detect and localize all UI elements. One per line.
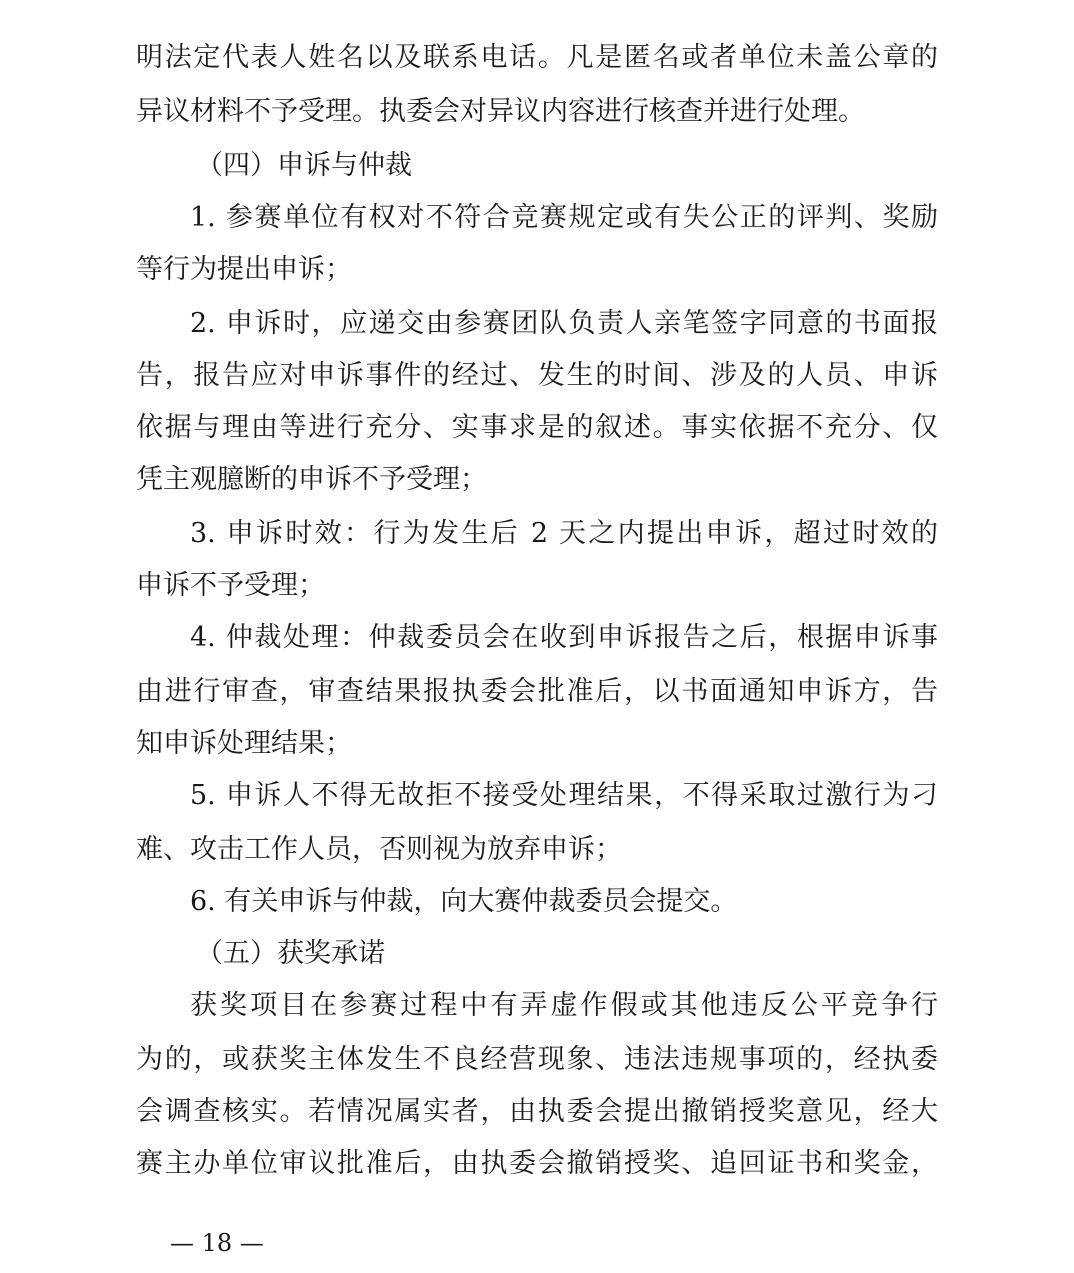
list-item-2: 2. 申诉时，应递交由参赛团队负责人亲笔签字同意的书面报 (190, 308, 938, 339)
section-heading-appeal-arbitration: （四）申诉与仲裁 (196, 150, 412, 181)
list-item-2-continuation: 凭主观臆断的申诉不予受理； (136, 464, 487, 495)
paragraph-line: 明法定代表人姓名以及联系电话。凡是匿名或者单位未盖公章的 (136, 42, 938, 73)
list-item-4-continuation: 知申诉处理结果； (136, 728, 352, 759)
list-item-4: 4. 仲裁处理：仲裁委员会在收到申诉报告之后，根据申诉事 (190, 622, 938, 653)
list-item-6: 6. 有关申诉与仲裁，向大赛仲裁委员会提交。 (190, 886, 738, 917)
list-item-3: 3. 申诉时效：行为发生后 2 天之内提出申诉，超过时效的 (190, 518, 938, 549)
list-item-3-continuation: 申诉不予受理； (136, 570, 325, 601)
paragraph-line: 为的，或获奖主体发生不良经营现象、违法违规事项的，经执委 (136, 1044, 938, 1075)
list-item-2-continuation: 依据与理由等进行充分、实事求是的叙述。事实依据不充分、仅 (136, 412, 938, 443)
list-item-5-continuation: 难、攻击工作人员，否则视为放弃申诉； (136, 834, 622, 865)
list-item-1-continuation: 等行为提出申诉； (136, 254, 352, 285)
paragraph-line: 赛主办单位审议批准后，由执委会撤销授奖、追回证书和奖金， (136, 1148, 938, 1179)
page-number: — 18 — (170, 1229, 264, 1257)
paragraph-line: 异议材料不予受理。执委会对异议内容进行核查并进行处理。 (136, 96, 865, 127)
list-item-1: 1. 参赛单位有权对不符合竞赛规定或有失公正的评判、奖励 (190, 202, 938, 233)
section-heading-award-commitment: （五）获奖承诺 (196, 938, 385, 969)
paragraph-line: 获奖项目在参赛过程中有弄虚作假或其他违反公平竞争行 (190, 990, 938, 1021)
paragraph-line: 会调查核实。若情况属实者，由执委会提出撤销授奖意见，经大 (136, 1096, 938, 1127)
list-item-4-continuation: 由进行审查，审查结果报执委会批准后，以书面通知申诉方，告 (136, 676, 938, 707)
list-item-5: 5. 申诉人不得无故拒不接受处理结果，不得采取过激行为刁 (190, 780, 938, 811)
list-item-2-continuation: 告，报告应对申诉事件的经过、发生的时间、涉及的人员、申诉 (136, 360, 938, 391)
